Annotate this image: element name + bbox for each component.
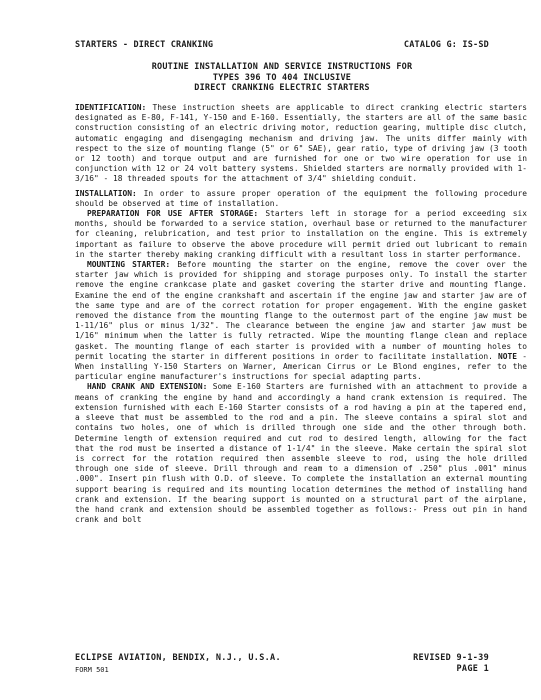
identification-paragraph	[75, 103, 527, 185]
header-section-title: STARTERS - DIRECT CRANKING	[75, 40, 214, 50]
mounting-text: Before mounting the starter on the engine, remove the cover over the starter jaw which is provided for shipping and storage purposes only. To install the starter remove the engine crankcase plate and gasket covering the starter drive and mounting flange. Examine the end of the engine crankshaft and ascertain if the engine jaw and starter jaw are of the same type and are of the correct rotation for proper engagement. With the engine gasket removed the distance from the mounting flange to the outermost part of the engine jaw must be 1-11/16" plus or minus 1/32". The clearance between the engine jaw and starter jaw must be 1/16" minimum when the latter is fully retracted. Wipe the mounting flange clean and replace gasket. The mounting flange of each starter is provided with a number of mounting holes to permit locating the starter in different positions in order to facilitate installation.	[75, 260, 527, 361]
mounting-note-text: - When installing Y-150 Starters on Warner, American Cirrus or Le Blond engines, refer to the particular engine manufacturer's instructions for special adapting parts.	[75, 351, 527, 382]
preparation-paragraph	[75, 209, 527, 260]
document-title	[75, 62, 489, 94]
installation-heading: INSTALLATION:	[75, 188, 137, 198]
installation-paragraph	[75, 189, 527, 209]
page-header	[75, 40, 489, 50]
preparation-heading: PREPARATION FOR USE AFTER STORAGE:	[87, 209, 259, 219]
installation-text: In order to assure proper operation of the equipment the following procedure should be observed at time of installation.	[75, 188, 527, 208]
document-body	[75, 103, 527, 525]
title-line-2: TYPES 396 TO 404 INCLUSIVE	[212, 72, 352, 83]
footer-revised-date: REVISED 9-1-39	[413, 653, 489, 663]
mounting-heading: MOUNTING STARTER:	[87, 260, 171, 270]
title-line-1: ROUTINE INSTALLATION AND SERVICE INSTRUCTIONS FOR	[151, 62, 413, 72]
hand-crank-heading: HAND CRANK AND EXTENSION:	[87, 382, 208, 392]
identification-heading: IDENTIFICATION:	[75, 103, 147, 112]
footer-form-number: FORM 501	[75, 666, 109, 674]
footer-company: ECLIPSE AVIATION, BENDIX, N.J., U.S.A.	[75, 653, 281, 663]
header-catalog-number: CATALOG G: IS-SD	[403, 40, 489, 50]
mounting-note-label: NOTE	[498, 351, 518, 361]
hand-crank-text: Some E-160 Starters are furnished with an attachment to provide a means of cranking the engine by hand and accordingly a hand crank extension is required. The extension furnished with each E-160 Starter consists of a rod having a pin at the tapered end, a sleeve that must be assembled to the rod and a pin. The sleeve contains a spiral slot and contains two holes, one of which is drilled through one side and the other through both. Determine length of extension required and cut rod to desired length, allowing for the fact that the rod must be inserted a distance of 1-1/4" in the sleeve. Make certain the spiral slot is correct for the rotation required then assemble sleeve to rod, using the hole drilled through one side of sleeve. Drill through and ream to a dimension of .250" plus .001" minus .000". Insert pin flush with O.D. of sleeve. To complete the installation an external mounting support bearing is required and its mounting location determines the method of installing hand crank and extension. If the bearing support is mounted on a structural part of the airplane, the hand crank and extension should be assembled together as follows:- Press out pin in hand crank and bolt	[75, 382, 528, 525]
title-line-3: DIRECT CRANKING ELECTRIC STARTERS	[194, 83, 370, 93]
identification-text: These instruction sheets are applicable to direct cranking electric starters designated as E-80, F-141, Y-150 and E-160. Essentially, the starters are all of the same basic construction consisting of an electric driving motor, reduction gearing, multiple disc clutch, automatic engaging and disengaging mechanism and driving jaw. The units differ mainly with respect to the size of mounting flange (5" or 6" SAE), gear ratio, type of driving jaw (3 tooth or 12 tooth) and torque output and are furnished for one or two wire operation for use in conjunction with 12 or 24 volt battery systems. Shielded starters are normally provided with 1-3/16" - 18 threaded spouts for the attachment of 3/4" shielding conduit.	[75, 103, 527, 184]
preparation-text: Starters left in storage for a period exceeding six months, should be forwarded to a service station, overhaul base or returned to the manufacturer for cleaning, relubrication, and test prior to installation on the engine. This is extremely important as failure to observe the above procedure will permit dried out lubricant to remain in the starter thereby making cranking difficult with a resultant loss in starter performance.	[75, 209, 527, 259]
hand-crank-paragraph	[75, 382, 527, 525]
footer-page-number: PAGE 1	[456, 664, 489, 674]
footer-revision	[413, 653, 489, 675]
mounting-paragraph	[75, 260, 527, 382]
